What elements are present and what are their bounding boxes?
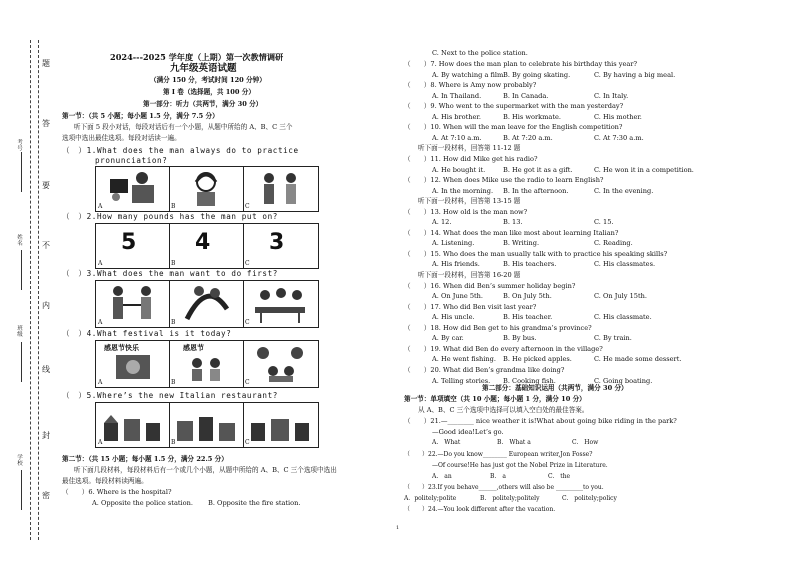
q21-option-b[interactable]: B. What a xyxy=(497,439,531,446)
q4-option-images xyxy=(95,340,319,388)
answer-option[interactable]: C. Reading. xyxy=(594,239,633,248)
q3-label-a: A xyxy=(98,319,103,326)
q23-stem: （ ）23.If you behave______,others will also be _________to you. xyxy=(404,484,604,491)
q6-option-c[interactable]: C. Next to the police station. xyxy=(432,49,528,57)
listening-question: （ ）20. What did Ben’s grandma like doing? xyxy=(404,365,565,374)
q3-option-b[interactable] xyxy=(169,281,244,327)
answer-option[interactable]: B. At 7:20 a.m. xyxy=(503,133,553,142)
listening-question: （ ）12. When does Mike use the radio to learn English? xyxy=(404,176,604,185)
people-shaking-hands-icon xyxy=(96,281,169,327)
q2-label-c: C xyxy=(245,260,250,267)
section-two-instruction: 听下面几段材料，每段材料后有一个或几个小题，从题中所给的 A、B、C 三个选项中选出 xyxy=(74,466,337,474)
section-one-heading: 第一节：（共 5 小题；每小题 1.5 分，满分 7.5 分） xyxy=(62,112,219,120)
school-field[interactable] xyxy=(21,470,22,510)
answer-option[interactable]: B. His teacher. xyxy=(503,313,553,322)
answer-option[interactable]: A. On June 5th. xyxy=(432,292,484,301)
binding-char-xian: 线 xyxy=(42,365,50,374)
answer-option[interactable]: A. His brother. xyxy=(432,112,481,121)
q4-option-b[interactable] xyxy=(169,341,244,387)
q4-label-b: B xyxy=(171,379,176,386)
q1-option-b[interactable] xyxy=(169,167,244,211)
binding-char-bu: 不 xyxy=(42,241,50,250)
section-note: 听下面一段材料，回答第 16-20 题 xyxy=(418,271,521,279)
section-one-instruction-cont: 选项中选出最佳选项。每段对话读一遍。 xyxy=(62,134,181,142)
q22-option-c[interactable]: C. the xyxy=(548,473,571,480)
q5-option-b[interactable] xyxy=(169,403,244,447)
q2-option-b[interactable] xyxy=(169,224,244,268)
q4-caption-a: 感恩节快乐 xyxy=(104,343,139,352)
listening-question: （ ）17. Who did Ben visit last year? xyxy=(404,302,537,311)
q2-number-a: 5 xyxy=(121,230,137,255)
answer-option[interactable]: C. In Italy. xyxy=(594,91,629,100)
binding-char-mi: 密 xyxy=(42,491,50,500)
binding-dash-line-outer xyxy=(30,40,31,540)
person-reading-icon xyxy=(96,167,169,211)
q1-label-b: B xyxy=(171,203,176,210)
answer-option[interactable]: B. His workmate. xyxy=(503,112,561,121)
listening-question: （ ）8. Where is Amy now probably? xyxy=(404,81,537,90)
q3-option-images xyxy=(95,280,319,328)
answer-option[interactable]: C. His classmates. xyxy=(594,260,656,269)
page-number: 1 xyxy=(396,525,400,531)
q21-option-c[interactable]: C. How xyxy=(572,439,599,446)
listening-question: （ ）9. Who went to the supermarket with the man yesterday? xyxy=(404,102,624,111)
q2-option-images xyxy=(95,223,319,269)
q2-option-c[interactable] xyxy=(243,224,318,268)
answer-option[interactable]: A. He bought it. xyxy=(432,165,486,174)
answer-option[interactable]: A. Telling stories. xyxy=(432,376,491,385)
q5-label-b: B xyxy=(171,439,176,446)
q5-option-c[interactable] xyxy=(243,403,318,447)
part-two-instruction: 从 A、B、C 三个选项中选择可以填入空白处的最佳答案。 xyxy=(418,406,589,414)
answer-option[interactable]: A. Listening. xyxy=(432,239,475,248)
q4-option-a[interactable] xyxy=(96,341,170,387)
buildings-map-icon xyxy=(169,403,243,447)
q4-option-c[interactable] xyxy=(243,341,318,387)
binding-dash-line-inner xyxy=(38,40,39,540)
answer-option[interactable]: A. At 7:10 a.m. xyxy=(432,133,482,142)
buildings-map-icon xyxy=(96,403,169,447)
q2-option-a[interactable] xyxy=(96,224,170,268)
answer-option[interactable]: A. His uncle. xyxy=(432,313,475,322)
family-dinner-icon xyxy=(243,281,318,327)
answer-option[interactable]: B. By bus. xyxy=(503,334,537,343)
exam-no-label: 考号 xyxy=(17,140,23,152)
q1-question-cont: pronunciation? xyxy=(95,156,168,165)
q24-stem: （ ）24.—You look different after the vacation. xyxy=(404,506,556,513)
q1-option-c[interactable] xyxy=(243,167,318,211)
score-time: （满分 150 分，考试时间 120 分钟） xyxy=(150,76,266,84)
answer-option[interactable]: C. Going boating. xyxy=(594,376,653,385)
binding-char-nei: 内 xyxy=(42,301,50,310)
q21-stem: （ ）21.—________ nice weather it is!What about going bike riding in the park? xyxy=(404,417,677,425)
binding-char-da: 答 xyxy=(42,119,50,128)
answer-option[interactable]: B. Writing. xyxy=(503,239,540,248)
binding-top-char: 题 xyxy=(42,59,50,68)
answer-option[interactable]: B. 13. xyxy=(503,218,523,227)
q5-label-a: A xyxy=(98,439,103,446)
listening-question: （ ）16. When did Ben’s summer holiday begin? xyxy=(404,281,576,290)
q2-number-b: 4 xyxy=(195,230,211,255)
name-field[interactable] xyxy=(21,250,22,290)
answer-option[interactable]: B. On July 5th. xyxy=(503,292,552,301)
q3-label-b: B xyxy=(171,319,176,326)
section-two-instruction-cont: 最佳选项。每段材料读两遍。 xyxy=(62,477,148,485)
exam-no-field[interactable] xyxy=(21,152,22,192)
answer-option[interactable]: C. On July 15th. xyxy=(594,292,647,301)
section-one-instruction: 听下面 5 段小对话，每段对话后有一个小题，从题中所给的 A、B、C 三个 xyxy=(74,123,293,131)
answer-option[interactable]: C. He made some dessert. xyxy=(594,355,682,364)
answer-option[interactable]: B. He picked apples. xyxy=(503,355,572,364)
answer-option[interactable]: C. By train. xyxy=(594,334,632,343)
q5-label-c: C xyxy=(245,439,250,446)
q22-reply: —Of course!He has just got the Nobel Prize in Literature. xyxy=(432,462,608,469)
answer-option[interactable]: A. In Thailand. xyxy=(432,91,482,100)
q2-label-b: B xyxy=(171,260,176,267)
exam-subtitle: 九年级英语试题 xyxy=(170,63,237,74)
answer-option[interactable]: A. 12. xyxy=(432,218,452,227)
q6-question: （ ）6. Where is the hospital? xyxy=(62,488,172,496)
q23-option-b[interactable]: B. politely;politely xyxy=(480,495,540,502)
q1-option-a[interactable] xyxy=(96,167,170,211)
answer-option[interactable]: A. By watching a film. xyxy=(432,70,506,79)
q5-question: （ ）5.Where’s the new Italian restaurant? xyxy=(62,391,278,400)
exam-title: 2024---2025 学年度（上期）第一次教情调研 xyxy=(110,52,284,62)
q21-option-a[interactable]: A. What xyxy=(432,439,461,446)
family-celebration-icon xyxy=(169,341,243,387)
q1-label-c: C xyxy=(245,203,250,210)
listening-question: （ ）18. How did Ben get to his grandma’s province? xyxy=(404,323,592,332)
q3-label-c: C xyxy=(245,319,250,326)
q3-option-c[interactable] xyxy=(243,281,318,327)
q5-option-a[interactable] xyxy=(96,403,170,447)
answer-option[interactable]: C. In the evening. xyxy=(594,186,654,195)
answer-option[interactable]: A. By car. xyxy=(432,334,464,343)
q4-question: （ ）4.What festival is it today? xyxy=(62,329,232,338)
q6-option-a[interactable]: A. Opposite the police station. xyxy=(92,499,193,507)
two-people-talking-icon xyxy=(243,167,318,211)
listening-question: （ ）10. When will the man leave for the English competition? xyxy=(404,123,623,132)
class-field[interactable] xyxy=(21,342,22,382)
answer-option[interactable]: B. His teachers. xyxy=(503,260,557,269)
q2-number-c: 3 xyxy=(269,230,285,255)
listening-question: （ ）14. What does the man like most about learning Italian? xyxy=(404,228,619,237)
binding-char-feng: 封 xyxy=(42,431,50,440)
part-one-heading: 第一部分：听力（共两节，满分 30 分） xyxy=(143,100,263,108)
school-label: 学校 xyxy=(17,455,23,467)
q4-label-a: A xyxy=(98,379,103,386)
answer-option[interactable]: B. He got it as a gift. xyxy=(503,165,573,174)
q2-label-a: A xyxy=(98,260,103,267)
listening-question: （ ）7. How does the man plan to celebrate his birthday this year? xyxy=(404,60,638,68)
answer-option[interactable]: B. In the afternoon. xyxy=(503,186,569,195)
answer-option[interactable]: C. He won it in a competition. xyxy=(594,165,694,174)
answer-option[interactable]: C. At 7:30 a.m. xyxy=(594,133,644,142)
q23-option-a[interactable]: A．politely;polite xyxy=(404,495,457,502)
answer-option[interactable]: A. He went fishing. xyxy=(432,355,496,364)
q22-stem: （ ）22.—Do you know________ European writer,Jon Fosse? xyxy=(404,451,593,458)
name-label: 姓名 xyxy=(17,235,23,247)
part-two-heading: 第二部分：基础知识运用（共两节，满分 30 分） xyxy=(482,384,628,392)
q1-question: （ ）1.What does the man always do to practice xyxy=(62,146,299,155)
lantern-festival-icon xyxy=(243,341,318,387)
q6-option-b[interactable]: B. Opposite the fire station. xyxy=(208,499,301,507)
answer-option[interactable]: C. His classmate. xyxy=(594,313,652,322)
listening-question: （ ）15. Who does the man usually talk with to practice his speaking skills? xyxy=(404,249,668,258)
answer-option[interactable]: C. 15. xyxy=(594,218,614,227)
q23-option-c[interactable]: C. politely;policy xyxy=(562,495,617,502)
answer-option[interactable]: B. Cooking fish. xyxy=(503,376,556,385)
answer-option[interactable]: A. His friends. xyxy=(432,260,480,269)
section-note: 听下面一段材料，回答第 11-12 题 xyxy=(418,144,521,153)
section-two-heading: 第二节：（共 15 小题；每小题 1.5 分，满分 22.5 分） xyxy=(62,455,228,463)
answer-option[interactable]: C. His mother. xyxy=(594,112,642,121)
q4-label-c: C xyxy=(245,379,250,386)
q1-label-a: A xyxy=(98,203,103,210)
q2-question: （ ）2.How many pounds has the man put on? xyxy=(62,212,278,221)
q21-reply: —Good idea!Let’s go. xyxy=(432,428,504,436)
q4-caption-b: 感恩节 xyxy=(183,343,204,352)
q22-option-a[interactable]: A. an xyxy=(432,473,452,480)
q5-option-images xyxy=(95,402,319,448)
answer-option[interactable]: B. By going skating. xyxy=(503,70,571,79)
listening-question: （ ）19. What did Ben do every afternoon in the village? xyxy=(404,344,603,353)
answer-option[interactable]: C. By having a big meal. xyxy=(594,70,676,79)
volume-one-heading: 第 I 卷（选择题，共 100 分） xyxy=(163,88,255,96)
q3-option-a[interactable] xyxy=(96,281,170,327)
boy-with-headphones-icon xyxy=(169,167,243,211)
q22-option-b[interactable]: B. a xyxy=(490,473,506,480)
q3-question: （ ）3.What does the man want to do first? xyxy=(62,269,278,278)
dancing-couple-icon xyxy=(169,281,243,327)
listening-question: （ ）13. How old is the man now? xyxy=(404,207,528,216)
listening-question: （ ）11. How did Mike get his radio? xyxy=(404,154,538,163)
class-label: 班级 xyxy=(17,326,23,338)
buildings-map-icon xyxy=(243,403,318,447)
section-note: 听下面一段材料，回答第 13-15 题 xyxy=(418,197,521,206)
q1-option-images xyxy=(95,166,319,212)
answer-option[interactable]: B. In Canada. xyxy=(503,91,549,100)
answer-option[interactable]: A. In the morning. xyxy=(432,186,494,195)
part-two-section-one-heading: 第一节：单项填空（共 10 小题；每小题 1 分，满分 10 分） xyxy=(404,395,586,403)
binding-char-yao: 要 xyxy=(42,181,50,190)
